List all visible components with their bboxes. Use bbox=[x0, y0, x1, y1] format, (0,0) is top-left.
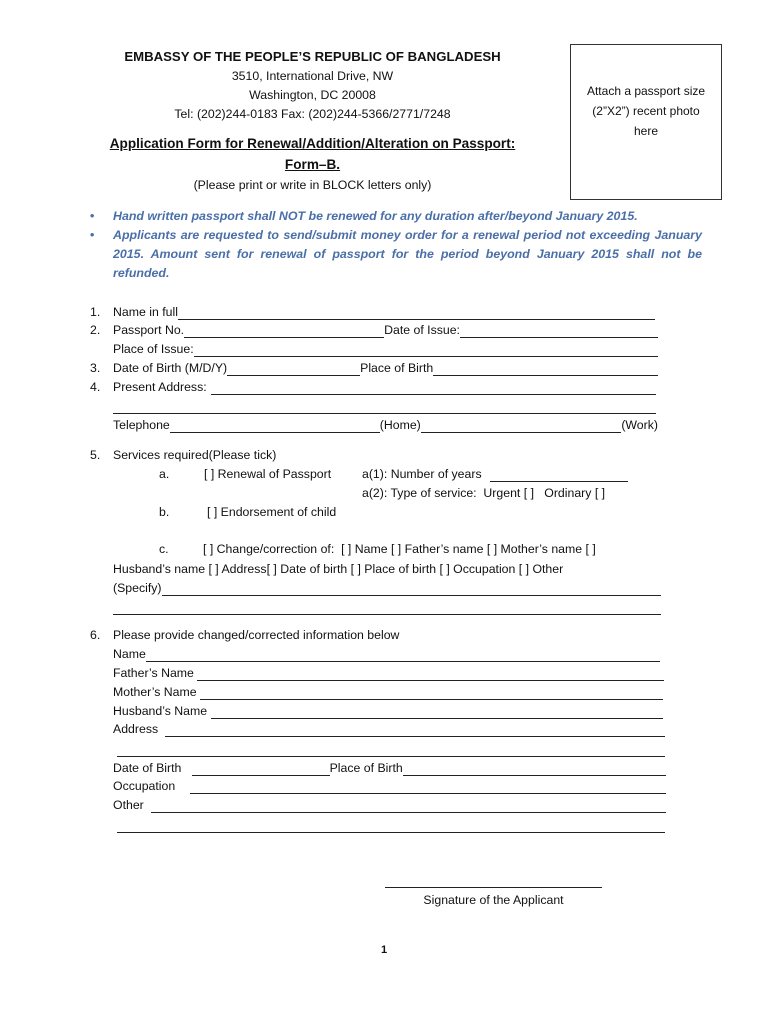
input-line[interactable] bbox=[200, 687, 663, 700]
renewal-checkbox[interactable]: [ ] Renewal of Passport bbox=[204, 467, 332, 481]
input-line[interactable] bbox=[113, 602, 661, 615]
item-number: 4. bbox=[90, 380, 101, 394]
father-name-field[interactable] bbox=[113, 665, 664, 681]
label: a(1): Number of years bbox=[362, 467, 482, 481]
specify-line-extra[interactable] bbox=[113, 599, 661, 615]
item-number: 2. bbox=[90, 323, 101, 337]
instruction: (Please print or write in BLOCK letters only) bbox=[193, 178, 432, 192]
photo-box bbox=[570, 44, 722, 200]
photo-text-3: here bbox=[633, 124, 659, 138]
label: Passport No. bbox=[113, 323, 185, 337]
new-address-field[interactable] bbox=[113, 721, 665, 737]
signature-label: Signature of the Applicant bbox=[423, 893, 564, 907]
birth-row bbox=[113, 360, 658, 376]
section6-title: Please provide changed/corrected information below bbox=[113, 628, 400, 642]
signature-line[interactable] bbox=[385, 887, 602, 888]
embassy-name: EMBASSY OF THE PEOPLE’S REPUBLIC OF BANGLADESH bbox=[124, 49, 501, 64]
husband-name-field[interactable] bbox=[113, 703, 663, 719]
item-number: 1. bbox=[90, 305, 101, 319]
input-line[interactable] bbox=[190, 781, 666, 794]
label: (Home) bbox=[379, 418, 421, 432]
services-title: Services required(Please tick) bbox=[113, 448, 277, 462]
input-line[interactable] bbox=[211, 382, 656, 395]
label: Date of Birth bbox=[113, 761, 192, 775]
new-pob-input[interactable] bbox=[403, 763, 666, 776]
home-phone-input[interactable] bbox=[170, 420, 380, 433]
form-subtitle: Form–B. bbox=[284, 157, 341, 172]
input-line[interactable] bbox=[117, 820, 665, 833]
bullet-icon: • bbox=[90, 209, 95, 223]
note-item bbox=[90, 226, 702, 283]
input-line[interactable] bbox=[151, 800, 666, 813]
notes-list bbox=[90, 207, 702, 283]
sub-a-label: a. bbox=[159, 467, 170, 481]
label: Other bbox=[113, 798, 151, 812]
place-issue-field[interactable] bbox=[113, 341, 658, 357]
telephone-row bbox=[113, 417, 658, 433]
passport-row bbox=[113, 322, 658, 338]
note-item bbox=[90, 207, 702, 226]
label: Husband’s Name bbox=[113, 704, 211, 718]
dob-input[interactable] bbox=[227, 363, 360, 376]
input-line[interactable] bbox=[117, 744, 665, 757]
passport-no-input[interactable] bbox=[184, 325, 384, 338]
contact-line: Tel: (202)244-0183 Fax: (202)244-5366/2771/7248 bbox=[174, 107, 451, 121]
input-line[interactable] bbox=[113, 401, 656, 414]
input-line[interactable] bbox=[178, 307, 655, 320]
item-number: 6. bbox=[90, 628, 101, 642]
name-field[interactable] bbox=[113, 304, 655, 320]
new-name-field[interactable] bbox=[113, 646, 660, 662]
mother-name-field[interactable] bbox=[113, 684, 663, 700]
input-line[interactable] bbox=[146, 649, 660, 662]
pob-input[interactable] bbox=[433, 363, 658, 376]
label: Name in full bbox=[113, 305, 178, 319]
specify-field[interactable] bbox=[113, 580, 661, 596]
bullet-icon: • bbox=[90, 228, 95, 242]
input-line[interactable] bbox=[211, 706, 663, 719]
years-field[interactable] bbox=[362, 466, 628, 482]
work-phone-input[interactable] bbox=[421, 420, 622, 433]
input-line[interactable] bbox=[490, 469, 628, 482]
item-number: 3. bbox=[90, 361, 101, 375]
occupation-field[interactable] bbox=[113, 778, 666, 794]
label: Address bbox=[113, 722, 165, 736]
label: Name bbox=[113, 647, 146, 661]
note-text: Applicants are requested to send/submit money order for a renewal period not exceeding January 2015. Amount sent for renewal of passport for the period beyond January 2015 shall not be refunded. bbox=[113, 228, 702, 280]
label: Place of Birth bbox=[329, 761, 403, 775]
address-line-1: 3510, International Drive, NW bbox=[231, 69, 394, 83]
new-dob-input[interactable] bbox=[192, 763, 330, 776]
input-line[interactable] bbox=[194, 344, 658, 357]
other-field[interactable] bbox=[113, 797, 666, 813]
endorsement-checkbox[interactable]: [ ] Endorsement of child bbox=[207, 505, 337, 519]
other-line-extra[interactable] bbox=[117, 817, 665, 833]
note-text: Hand written passport shall NOT be renewed for any duration after/beyond January 2015. bbox=[113, 209, 638, 223]
address-line-extra[interactable] bbox=[117, 741, 665, 757]
change-correction-checkboxes-2[interactable]: Husband’s name [ ] Address[ ] Date of birth [ ] Place of birth [ ] Occupation [ ] Other bbox=[113, 562, 564, 576]
label: Place of Issue: bbox=[113, 342, 194, 356]
new-birth-row bbox=[113, 760, 666, 776]
label: Occupation bbox=[113, 779, 183, 793]
item-number: 5. bbox=[90, 448, 101, 462]
address-line-extra[interactable] bbox=[113, 398, 656, 414]
date-issue-input[interactable] bbox=[460, 325, 658, 338]
label: Date of Issue: bbox=[384, 323, 460, 337]
label: (Specify) bbox=[113, 581, 162, 595]
input-line[interactable] bbox=[165, 724, 665, 737]
label: Father’s Name bbox=[113, 666, 198, 680]
photo-text-1: Attach a passport size bbox=[586, 84, 706, 98]
address-field[interactable] bbox=[113, 379, 656, 395]
address-line-2: Washington, DC 20008 bbox=[249, 88, 376, 102]
input-line[interactable] bbox=[162, 583, 661, 596]
label: Present Address: bbox=[113, 380, 207, 394]
label: Mother’s Name bbox=[113, 685, 201, 699]
sub-c-label: c. bbox=[159, 542, 169, 556]
label: Telephone bbox=[113, 418, 170, 432]
page-number: 1 bbox=[380, 944, 388, 956]
label: (Work) bbox=[621, 418, 658, 432]
photo-text-2: (2”X2”) recent photo bbox=[592, 104, 700, 118]
form-title: Application Form for Renewal/Addition/Alteration on Passport: bbox=[109, 136, 516, 151]
sub-b-label: b. bbox=[159, 505, 170, 519]
label: Date of Birth (M/D/Y) bbox=[113, 361, 228, 375]
input-line[interactable] bbox=[197, 668, 664, 681]
service-type-checkboxes[interactable]: a(2): Type of service: Urgent [ ] Ordinary [ ] bbox=[362, 486, 606, 500]
change-correction-checkboxes[interactable]: [ ] Change/correction of: [ ] Name [ ] Father’s name [ ] Mother’s name [ ] bbox=[203, 542, 596, 556]
label: Place of Birth bbox=[360, 361, 434, 375]
